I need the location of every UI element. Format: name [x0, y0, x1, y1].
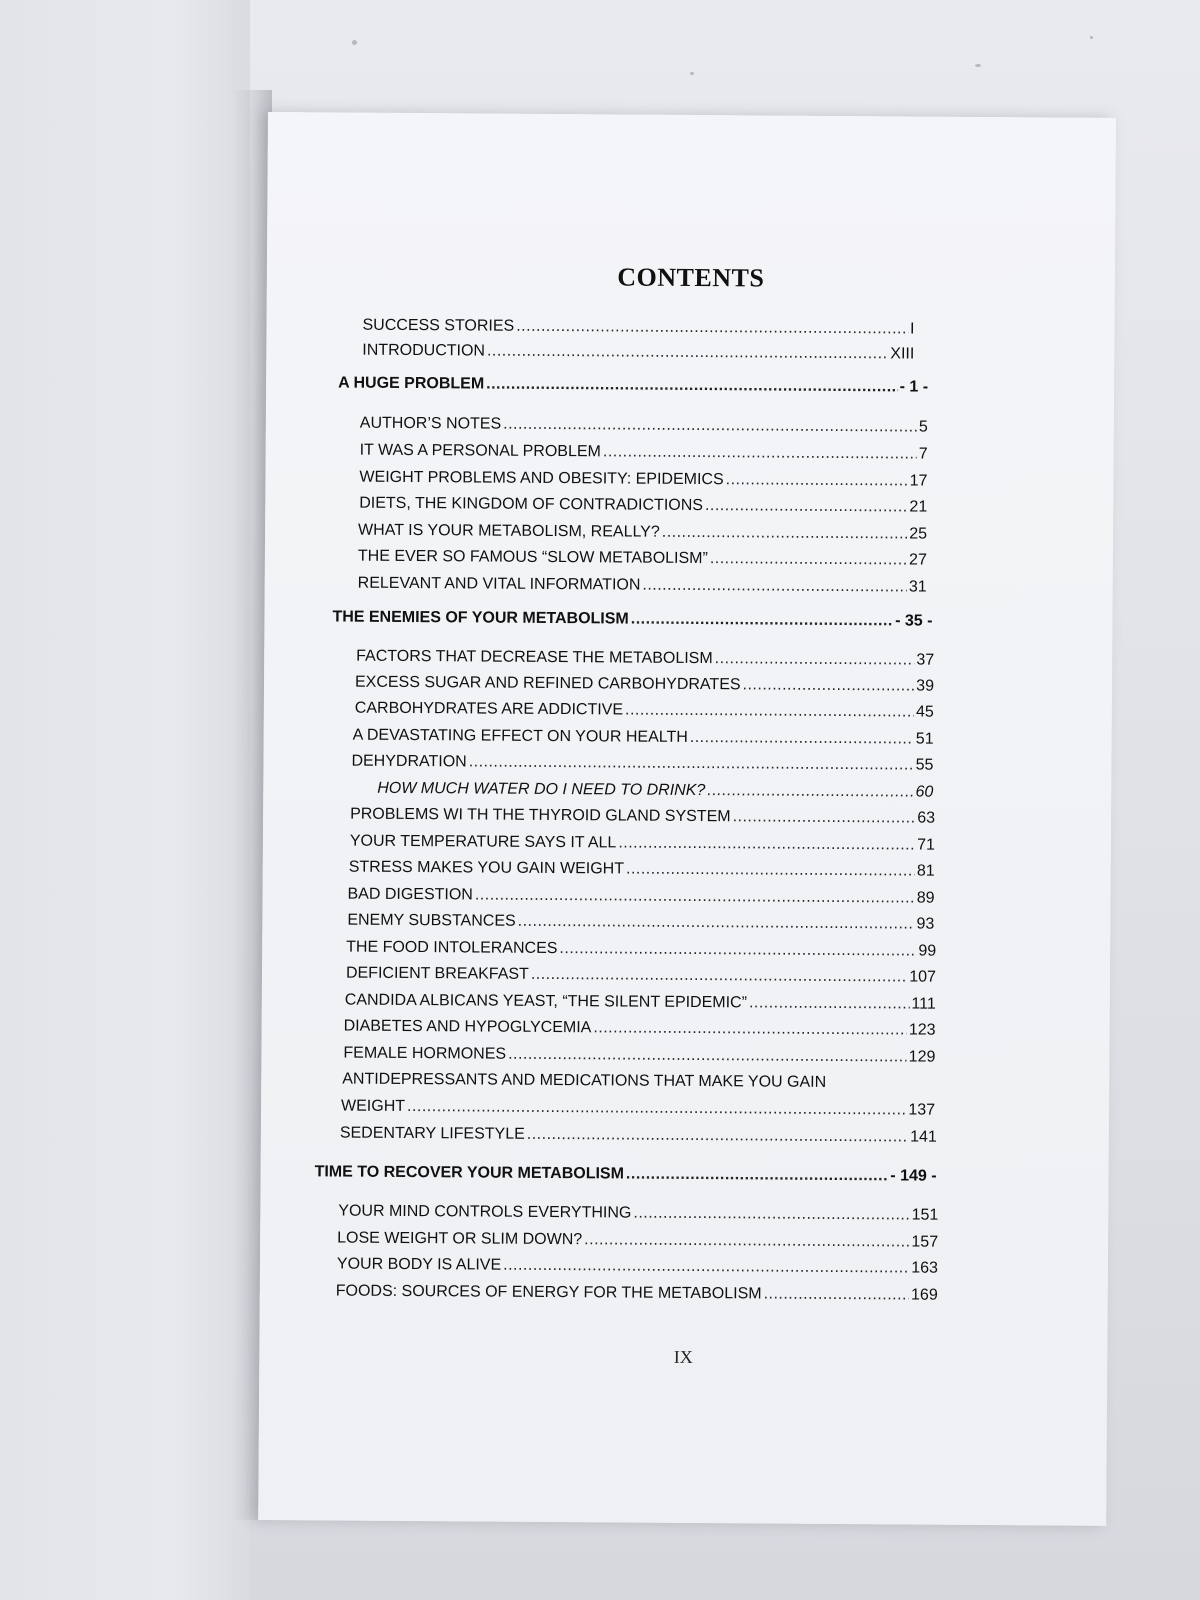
toc-entry-title: AUTHOR’S NOTES [359, 414, 502, 433]
dot-leader [707, 782, 913, 801]
toc-page-number: 55 [915, 756, 934, 774]
toc-entry-title: THE EVER SO FAMOUS “SLOW METABOLISM” [357, 547, 708, 568]
toc-entry [336, 1283, 938, 1305]
toc-page-number: 163 [911, 1259, 939, 1277]
toc-entry [347, 886, 934, 908]
dot-leader [662, 524, 908, 544]
page-number: IX [673, 1346, 693, 1367]
dot-leader [475, 886, 915, 907]
dot-leader [486, 376, 898, 397]
toc-page-number: 51 [915, 730, 934, 748]
toc-entry [358, 548, 927, 570]
toc-entry [349, 859, 935, 881]
toc-entry [362, 317, 914, 339]
dot-leader [626, 1166, 889, 1186]
toc-entry-title: YOUR MIND CONTROLS EVERYTHING [338, 1202, 632, 1222]
dot-leader [710, 550, 907, 569]
toc-entry [337, 1256, 938, 1278]
toc-entry [358, 522, 927, 544]
dot-leader [749, 994, 910, 1013]
toc-entry [359, 469, 927, 491]
toc-page-number: 89 [916, 889, 935, 907]
toc-entry-title: A DEVASTATING EFFECT ON YOUR HEALTH [352, 726, 688, 746]
toc-page-number: 17 [909, 472, 928, 490]
toc-entry [377, 780, 933, 802]
toc-page-number: 157 [911, 1233, 939, 1251]
toc-page-number: 111 [911, 995, 936, 1013]
dot-leader [618, 834, 915, 854]
toc-page-number: - 35 - [895, 612, 933, 630]
dot-leader [503, 1257, 909, 1278]
dot-leader [733, 808, 916, 827]
toc-page-number: 5 [918, 418, 928, 436]
toc-entry-title: ENEMY SUBSTANCES [347, 911, 516, 930]
toc-entry-title: YOUR BODY IS ALIVE [336, 1255, 502, 1274]
dot-leader [631, 611, 893, 631]
dot-leader [469, 753, 914, 774]
dot-leader [625, 702, 914, 722]
toc-entry [358, 575, 927, 597]
toc-entry [350, 806, 935, 828]
toc-entry-title: DIETS, THE KINGDOM OF CONTRADICTIONS [359, 494, 704, 515]
toc-entry-title: SUCCESS STORIES [362, 316, 515, 335]
page-title: CONTENTS [617, 262, 765, 293]
toc-entry-title: DEFICIENT BREAKFAST [345, 964, 529, 983]
dot-leader [726, 471, 908, 490]
toc-page-number: 141 [910, 1128, 937, 1146]
toc-page-number: - 149 - [890, 1167, 937, 1185]
toc-page-number: XIII [890, 345, 915, 363]
dot-leader [516, 318, 908, 339]
toc-entry [362, 342, 914, 364]
dot-leader [559, 940, 916, 960]
toc-entry-title: RELEVANT AND VITAL INFORMATION [357, 574, 641, 594]
toc-entry-title: ANTIDEPRESSANTS AND MEDICATIONS THAT MAKE YOU GAIN [342, 1070, 827, 1091]
toc-entry-title: STRESS MAKES YOU GAIN WEIGHT [348, 858, 625, 878]
toc-entry-title: WEIGHT PROBLEMS AND OBESITY: EPIDEMICS [359, 468, 724, 489]
dot-leader [743, 676, 915, 695]
toc-entry-title: FEMALE HORMONES [343, 1044, 507, 1063]
toc-entry [342, 1071, 935, 1093]
dot-leader [518, 913, 915, 934]
toc-entry-title: THE FOOD INTOLERANCES [346, 938, 558, 958]
toc-entry [355, 700, 934, 722]
toc-entry-title: THE ENEMIES OF YOUR METABOLISM [332, 608, 629, 628]
toc-page-number: 93 [916, 915, 935, 933]
toc-entry-title: YOUR TEMPERATURE SAYS IT ALL [349, 832, 617, 852]
toc-entry-title: BAD DIGESTION [347, 885, 473, 904]
toc-entry-title: PROBLEMS WI TH THE THYROID GLAND SYSTEM [350, 805, 731, 826]
paper-speck [690, 72, 694, 75]
toc-entry-title: WEIGHT [341, 1097, 406, 1115]
dot-leader [503, 416, 917, 437]
toc-entry [359, 495, 927, 517]
toc-entry-title: CARBOHYDRATES ARE ADDICTIVE [354, 699, 624, 719]
dot-leader [642, 577, 907, 597]
dot-leader [508, 1046, 907, 1067]
toc-entry [350, 833, 935, 855]
dot-leader [527, 1126, 908, 1147]
paper-speck [975, 64, 981, 67]
toc-page-number: 107 [909, 968, 937, 986]
toc-entry-title: DEHYDRATION [351, 752, 467, 771]
dot-leader [626, 861, 915, 881]
toc-page-number: 7 [918, 445, 928, 463]
toc-entry-title: SEDENTARY LIFESTYLE [339, 1124, 525, 1143]
toc-entry-title: FACTORS THAT DECREASE THE METABOLISM [356, 647, 713, 668]
toc-page-number: 151 [911, 1206, 939, 1224]
toc-entry [346, 939, 936, 961]
dot-leader [603, 443, 917, 463]
toc-page-number: 25 [909, 525, 928, 543]
dot-leader [407, 1098, 906, 1119]
dot-leader [584, 1231, 909, 1251]
toc-page-number: 37 [916, 651, 935, 669]
toc-page-number: 60 [915, 783, 934, 801]
toc-entry [338, 1203, 938, 1225]
contents-page [258, 112, 1116, 1526]
toc-entry [344, 1018, 936, 1040]
dot-leader [764, 1285, 910, 1304]
toc-page-number: - 1 - [899, 378, 929, 396]
toc-page-number: I [909, 320, 915, 338]
toc-entry [346, 965, 936, 987]
dot-leader [633, 1205, 909, 1225]
toc-entry [347, 912, 934, 934]
toc-page-number: 137 [908, 1101, 936, 1119]
toc-entry-title: EXCESS SUGAR AND REFINED CARBOHYDRATES [354, 673, 741, 694]
toc-entry-title: LOSE WEIGHT OR SLIM DOWN? [337, 1229, 583, 1249]
paper-speck [1090, 36, 1093, 39]
toc-entry-title: TIME TO RECOVER YOUR METABOLISM [314, 1163, 625, 1183]
dot-leader [705, 497, 908, 516]
toc-section [332, 608, 932, 630]
toc-entry [343, 1045, 935, 1067]
dot-leader [593, 1019, 907, 1039]
toc-section [338, 374, 928, 396]
toc-entry-title: DIABETES AND HYPOGLYCEMIA [343, 1017, 592, 1037]
toc-page-number: 39 [916, 677, 935, 695]
toc-page-number: 63 [917, 809, 936, 827]
paper-speck [352, 40, 357, 45]
toc-entry-title: FOODS: SOURCES OF ENERGY FOR THE METABOLISM [335, 1282, 762, 1303]
toc-page-number: 21 [909, 498, 928, 516]
toc-page-number: 169 [910, 1286, 938, 1304]
toc-page-number: 129 [908, 1048, 936, 1066]
toc-page-number: 31 [908, 578, 927, 596]
left-facing-page [0, 0, 250, 1600]
toc-entry [360, 415, 928, 437]
toc-page-number: 81 [916, 862, 935, 880]
toc-page-number: 99 [918, 942, 937, 960]
toc-entry [356, 648, 934, 670]
toc-page-number: 123 [908, 1021, 936, 1039]
toc-page-number: 71 [917, 836, 935, 854]
toc-entry [341, 1098, 935, 1120]
toc-page-number: 27 [909, 551, 927, 569]
dot-leader [690, 729, 914, 749]
toc-entry [345, 992, 936, 1014]
toc-page-number: 45 [915, 703, 934, 721]
toc-entry [340, 1125, 937, 1147]
toc-entry [353, 727, 934, 749]
toc-entry [351, 753, 933, 775]
toc-section [315, 1163, 937, 1185]
toc-entry-title: IT WAS A PERSONAL PROBLEM [359, 441, 601, 461]
dot-leader [531, 966, 908, 987]
toc-entry-title: HOW MUCH WATER DO I NEED TO DRINK? [377, 779, 706, 800]
toc-entry [337, 1230, 938, 1252]
toc-entry-title: INTRODUCTION [362, 341, 486, 360]
dot-leader [715, 650, 915, 669]
dot-leader [487, 343, 888, 364]
toc-entry-title: CANDIDA ALBICANS YEAST, “THE SILENT EPIDEMIC” [344, 991, 748, 1012]
toc-entry-title: WHAT IS YOUR METABOLISM, REALLY? [358, 521, 660, 541]
toc-entry-title: A HUGE PROBLEM [338, 374, 485, 393]
toc-entry [355, 674, 934, 696]
toc-entry [360, 442, 928, 464]
